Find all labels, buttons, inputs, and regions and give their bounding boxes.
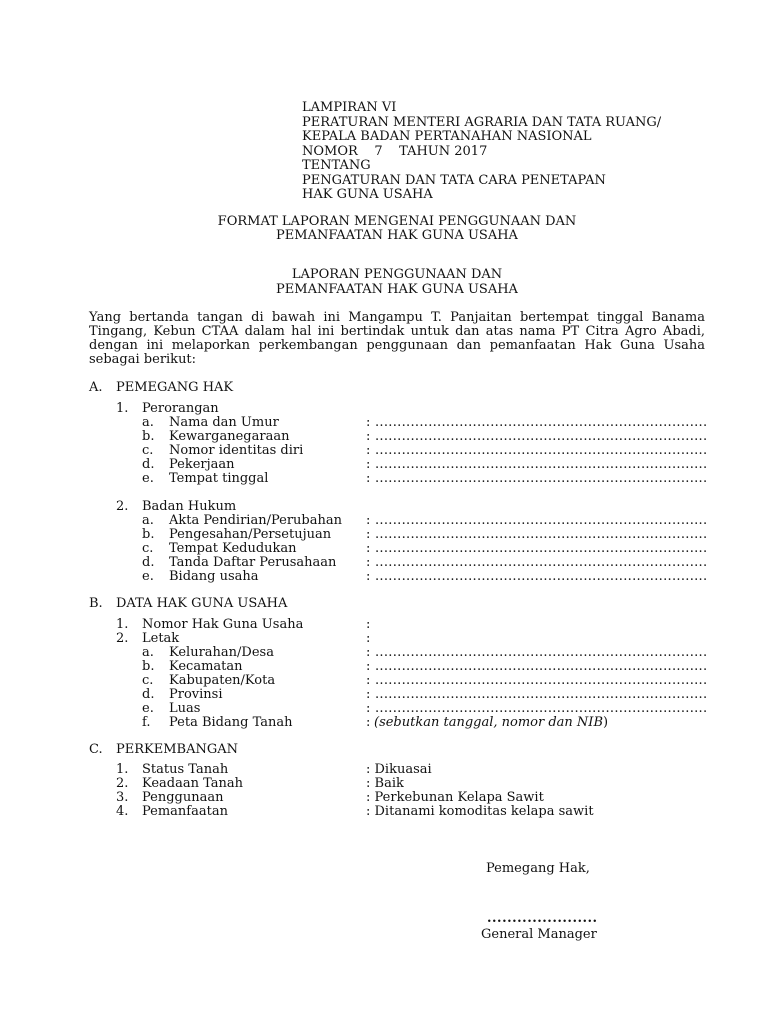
- field-colon: :: [366, 429, 371, 444]
- field-colon: :: [366, 659, 371, 674]
- item-mark: e.: [142, 701, 154, 716]
- field-blank: ...........................................................................: [375, 443, 708, 458]
- intro-paragraph: [89, 311, 705, 367]
- field-blank: ...........................................................................: [375, 513, 708, 528]
- header-line: KEPALA BADAN PERTANAHAN NASIONAL: [302, 129, 592, 144]
- item-mark: e.: [142, 569, 154, 584]
- field-colon: :: [366, 471, 371, 486]
- field-label: Kewarganegaraan: [169, 429, 290, 444]
- format-title-line-2: PEMANFAATAN HAK GUNA USAHA: [276, 228, 518, 243]
- document-header: [302, 101, 661, 203]
- item-mark: a.: [142, 645, 154, 660]
- report-title-line-1: LAPORAN PENGGUNAAN DAN: [291, 267, 503, 282]
- section-a-title: PEMEGANG HAK: [116, 380, 234, 395]
- field-label: Tanda Daftar Perusahaan: [169, 555, 337, 570]
- section-c-mark: C.: [89, 742, 103, 757]
- field-label: Nomor identitas diri: [169, 443, 304, 458]
- field-colon: :: [366, 617, 371, 632]
- field-colon: :: [366, 701, 371, 716]
- field-colon: :: [366, 555, 371, 570]
- field-colon: :: [366, 673, 371, 688]
- field-colon: :: [366, 645, 371, 660]
- field-value: : Dikuasai: [366, 762, 432, 777]
- field-label: Nomor Hak Guna Usaha: [142, 617, 304, 632]
- item-mark: c.: [142, 673, 154, 688]
- field-colon: :: [366, 415, 371, 430]
- peta-instruction-close: ): [603, 715, 609, 730]
- field-colon: :: [366, 457, 371, 472]
- header-line: NOMOR 7 TAHUN 2017: [302, 143, 488, 159]
- field-blank: ...........................................................................: [375, 701, 708, 716]
- field-label: Tempat tinggal: [169, 471, 269, 486]
- item-mark: a.: [142, 513, 154, 528]
- item-mark: b.: [142, 527, 155, 542]
- group-title: Perorangan: [142, 401, 219, 416]
- field-label: Pemanfaatan: [142, 804, 228, 819]
- item-mark: 3.: [116, 790, 129, 805]
- peta-instruction-italic: (sebutkan tanggal, nomor dan NIB: [374, 715, 603, 730]
- section-a-mark: A.: [89, 380, 103, 395]
- signature-name-blank: ......................: [487, 911, 598, 926]
- field-colon: :: [366, 443, 371, 458]
- item-mark: a.: [142, 415, 154, 430]
- item-mark: 1.: [116, 617, 129, 632]
- field-label: Luas: [169, 701, 201, 716]
- field-blank: ...........................................................................: [375, 687, 708, 702]
- peta-instruction: [374, 716, 608, 730]
- header-line: PENGATURAN DAN TATA CARA PENETAPAN: [302, 172, 606, 188]
- field-value: : Ditanami komoditas kelapa sawit: [366, 804, 594, 819]
- header-line: HAK GUNA USAHA: [302, 187, 433, 202]
- section-b-mark: B.: [89, 596, 103, 611]
- item-mark: f.: [142, 715, 151, 730]
- field-label: Kecamatan: [169, 659, 243, 674]
- field-colon: :: [366, 631, 371, 646]
- section-b-title: DATA HAK GUNA USAHA: [116, 596, 288, 611]
- group-mark: 1.: [116, 401, 129, 416]
- report-title-line-2: PEMANFAATAN HAK GUNA USAHA: [276, 282, 518, 297]
- section-c-title: PERKEMBANGAN: [116, 742, 239, 757]
- field-value: : Baik: [366, 776, 404, 791]
- item-mark: 4.: [116, 804, 129, 819]
- item-mark: d.: [142, 687, 155, 702]
- field-label: Provinsi: [169, 687, 223, 702]
- field-label: Pengesahan/Persetujuan: [169, 527, 332, 542]
- field-colon: :: [366, 715, 371, 730]
- header-line: PERATURAN MENTERI AGRARIA DAN TATA RUANG/: [302, 114, 662, 130]
- field-blank: ...........................................................................: [375, 659, 708, 674]
- item-mark: d.: [142, 457, 155, 472]
- field-value: : Perkebunan Kelapa Sawit: [366, 790, 544, 805]
- group-title: Badan Hukum: [142, 499, 237, 514]
- field-label: Status Tanah: [142, 762, 229, 777]
- field-label: Tempat Kedudukan: [169, 541, 297, 556]
- field-label: Penggunaan: [142, 790, 224, 805]
- intro-text: Yang bertanda tangan di bawah ini Mangampu T. Panjaitan bertempat tinggal Banama Tingang, Kebun CTAA dalam hal ini bertindak untuk dan atas nama PT Citra Agro Abadi, dengan ini melaporkan perkembangan penggunaan dan pemanfaatan Hak Guna Usaha sebagai berikut:: [89, 310, 705, 367]
- header-line: LAMPIRAN VI: [302, 100, 397, 115]
- field-blank: ...........................................................................: [375, 457, 708, 472]
- item-mark: b.: [142, 429, 155, 444]
- group-mark: 2.: [116, 499, 129, 514]
- item-mark: d.: [142, 555, 155, 570]
- item-mark: 1.: [116, 762, 129, 777]
- item-mark: c.: [142, 443, 154, 458]
- field-label: Kabupaten/Kota: [169, 673, 276, 688]
- format-title-line-1: FORMAT LAPORAN MENGENAI PENGGUNAAN DAN: [217, 214, 577, 229]
- field-label: Nama dan Umur: [169, 415, 279, 430]
- signature-position: General Manager: [481, 927, 597, 942]
- field-blank: ...........................................................................: [375, 673, 708, 688]
- field-label: Kelurahan/Desa: [169, 645, 274, 660]
- item-mark: 2.: [116, 631, 129, 646]
- field-colon: :: [366, 527, 371, 542]
- field-blank: ...........................................................................: [375, 645, 708, 660]
- field-label: Peta Bidang Tanah: [169, 715, 293, 730]
- field-label: Pekerjaan: [169, 457, 235, 472]
- field-colon: :: [366, 513, 371, 528]
- field-blank: ...........................................................................: [375, 471, 708, 486]
- field-blank: ...........................................................................: [375, 415, 708, 430]
- field-blank: ...........................................................................: [375, 555, 708, 570]
- signature-label: Pemegang Hak,: [486, 861, 590, 876]
- item-mark: b.: [142, 659, 155, 674]
- item-mark: 2.: [116, 776, 129, 791]
- field-label: Letak: [142, 631, 180, 646]
- field-blank: ...........................................................................: [375, 569, 708, 584]
- field-blank: ...........................................................................: [375, 541, 708, 556]
- field-colon: :: [366, 569, 371, 584]
- header-line: TENTANG: [302, 158, 371, 173]
- field-label: Akta Pendirian/Perubahan: [169, 513, 342, 528]
- field-label: Keadaan Tanah: [142, 776, 244, 791]
- field-colon: :: [366, 687, 371, 702]
- field-label: Bidang usaha: [169, 569, 259, 584]
- field-blank: ...........................................................................: [375, 429, 708, 444]
- item-mark: c.: [142, 541, 154, 556]
- field-colon: :: [366, 541, 371, 556]
- item-mark: e.: [142, 471, 154, 486]
- field-blank: ...........................................................................: [375, 527, 708, 542]
